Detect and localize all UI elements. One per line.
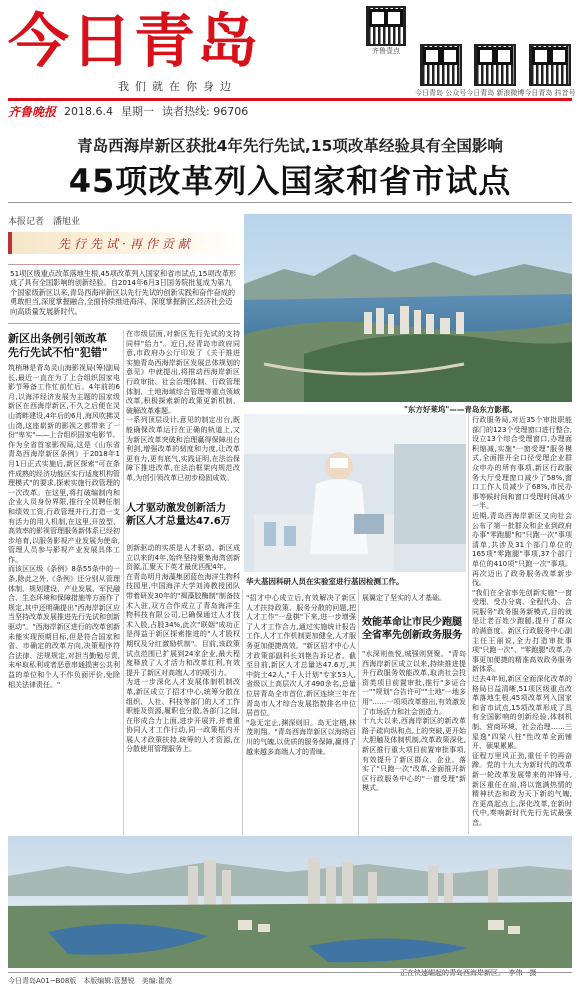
- qr-code-icon: [474, 44, 516, 86]
- section-heading-efficiency: [362, 616, 466, 642]
- photo-caption-3: 正在快速崛起的青岛西海岸新区。 李伟 摄: [400, 969, 537, 977]
- article-column-2: [126, 330, 240, 498]
- qr-code-item: [417, 44, 465, 116]
- masthead-rule: [8, 98, 572, 101]
- column-divider: [358, 590, 359, 835]
- qr-code-qilu: [362, 6, 410, 46]
- qr-code-label: 今日青岛 公众号: [415, 89, 467, 97]
- headline-rule: [8, 202, 572, 203]
- photo-caption-1: "东方好莱坞"——青岛东方影都。: [404, 405, 517, 414]
- paragraph: 征程万里风正劲,重任千钧再奋蹄。党的十九大为新时代的改革新一轮改革发展带来的冲锋号,新区重任在肩,将以饱满热情的精神状态和政为天下新的气魄,在更高起点上,深化改革,在新时代中,奏响新时代先行先试最强音。: [472, 751, 572, 827]
- section-heading-text: 效能革命让市民少跑腿 全省率先创新政务服务: [362, 617, 462, 641]
- qr-code-item: [526, 44, 574, 116]
- brand-name: 齐鲁晚报: [8, 104, 57, 119]
- issue-weekday: 星期一: [121, 105, 154, 118]
- page-footer: [8, 972, 572, 988]
- article-column-1: [8, 364, 120, 834]
- lead-paragraph: 51项区级重点改革落地生根,45项改革列入国家和省市试点,15项改革形成了具有全国影响的创新经验。自2014年6月3日国务院批复成为第九个国家级新区以来,青岛西海岸新区以先行先试的创新实践和奋作奋成的勇敢担当,深度掌握融合,全面持续推进海洋、深度掌握新区,经济社会迈向高质量发展新时代。: [8, 264, 240, 324]
- paragraph: 近期,青岛西海岸新区又向社会公布了第一批群众和企业到政府办事"零跑腿"和"只跑一次"事项清单,共涉及31个部门单位的165项"零跑腿"事项,37个部门单位的410项"只跑一次"事项。再次迈出了政务服务改革新步伐。: [472, 511, 572, 588]
- column-divider: [123, 330, 124, 835]
- paragraph: 一系列顶层设计,意见的制定出台,既能确保改革运行在正确的轨道上,又为新区改革突破和治理赢得保障出台利剑,增强改革的韧度和力度,让改革更有力,更有底气,实践证明,在法治保障下推进改革,在法治框架内规范改革,为创引领改革已初步稳固成效。: [126, 416, 240, 482]
- paragraph: 而该区区级《条例》8条55条中的一条,除此之外,《条例》还分别从管理体制、规划建设、产业发展、军民融合、生态环境和保障措施等方面作了规定,其中还明确提出"西海岸新区应当坚持改革发展推进先行先试和创新驱动"。"西海岸新区进行的改革创新未能实现预期目标,但是符合国家和省、市确定的改革方向,决策程序符合法律、法规规定,对担当勤勉尽责,未牟取私利或者恶意串通损害公共利益的单位和个人不作负面评价,免除相关法律责任。": [8, 565, 120, 689]
- paragraph: "急无定止,渊深则旧。岛无定栖,林茂则翔。"青岛西海岸新区以海纳百川的气魄,以优质的服务保障,赢得了越来越多高端人才的青睐。: [246, 718, 356, 756]
- qr-code-label: 今日青岛 新浪微博: [466, 89, 525, 97]
- photo-caption-2: 华大基因科研人员在实验室进行基因检测工作。: [246, 577, 404, 586]
- paragraph: 作为全省首家影视局,这是《山东省青岛西海岸新区条例》于2018年1月1日正式实施后,新区探索"可在条件成熟的经济功能区实行适度机构管理模式"的要求,探索实施行政管理的一次改革。在这里,将打破编制内和企业人员身份界限,推行全员聘任制和绩效工资,行政管理并行,打造一支有活力的用人机制,在这里,开放型、高效率的影视管理服务新体系已经初步培育,以服务影视产业发展为使命,管理人员参与影视产业发展具体工作。: [8, 440, 120, 564]
- article-column-2b: [126, 544, 240, 834]
- main-headline: 45项改革列入国家和省市试点: [68, 162, 512, 200]
- paragraph: 十九大以来,西海岸新区的新改革路子疏向纵和点,上的突破,更开始大胆触及体制机制,改革政策深化,新区推行重大项目前置审批事项,有效提升了新区群众、企业。落实了"只跑一次"改革,全面推开新区行政服务中心的"一窗受理"新模式。: [362, 717, 466, 793]
- qr-code-label: 今日青岛 抖音号: [524, 89, 576, 97]
- section-heading-text: 新区出条例引领改革 先行先试不怕"犯错": [8, 332, 108, 359]
- issue-date: 2018.6.4: [64, 104, 113, 118]
- column-divider: [242, 590, 243, 835]
- section-heading-talent: [126, 502, 240, 528]
- slogan: 我们就在你身边: [118, 80, 237, 93]
- article-column-4-top: [362, 594, 462, 606]
- section-banner: [8, 232, 240, 254]
- paragraph: 在市级层面,对新区先行先试的支持同样"给力"。近日,经青岛市政府同意,市政府办公厅印发了《关于推进实施青岛西海岸新区发展总体规划的意见》中就提出,将推动西海岸新区行政审批、社会治理体制、行政管理体制、土地海域综合管理等重点领域改革,积极探索新的政策更新机制、破解改革难题。: [126, 330, 240, 415]
- issue-info-bar: [8, 102, 248, 120]
- column-divider: [468, 414, 469, 834]
- article-column-4: [362, 650, 466, 834]
- paragraph: 为进一步深化人才发展体制机制改革,新区成立了招才中心,统筹分散在组织、人社、科技等部门的人才工作职能及资源,履职也分散,各部门之间,在形成合力上面,进步开展并,并着重协同人才工作行动,同一政策框内开展人才政策扶持,统筹的人才资源,在分散使用管理服务上。: [126, 678, 240, 754]
- paragraph: 在青岛明月海藻集团蓝色海洋生物科技园里,中国海洋大学刘涛教授团队带着研发30年的"褐藻胶酶制"制备技术入驻,双方合作成立了青岛海洋生物科技有限公司,已确保通过人才技术入股,占股34%,此次"联姻"成功正是得益于新区探索推进的"人才股权期权及分红激励机制"。目前,该政策试点范围已扩展到24家企业,最大程度释放了人才活力和改革红利,有效提升了新区对高端人才的吸引力。: [126, 572, 240, 677]
- photo-lab: [244, 414, 466, 572]
- qr-code-icon: [529, 44, 571, 86]
- article-column-5: [472, 416, 572, 834]
- newspaper-logo: [8, 6, 338, 76]
- masthead: [0, 0, 580, 128]
- section-heading-regulation: [8, 332, 120, 360]
- paragraph: "我们在全省率先创新实施"一窗受理、受办分离、全程代办、合同服务"政务服务新模式,目的就是让老百姓少跑腿,提升了群众的满意度。新区行政服务中心副主任王丽说,全力打造审批事项"只跑一次"、"零跑腿"改革,办事更加便捷的精准高效政务服务新体系。: [472, 588, 572, 674]
- article-column-3: [246, 594, 356, 834]
- photo-oriental-movie-metropolis: [244, 214, 572, 402]
- banner-text: 先行先试·再作贡献: [58, 237, 194, 251]
- paragraph: "水深则鱼悦,城强则贤聚。"青岛西海岸新区成立以来,持续推进提升行政服务效能改革,取消社会投资类项目前置审批,推行"多证合一""规划"合告许可""土地"一地多用"……一项项改革推出,有效激发了市场活力和社会创造力。: [362, 650, 466, 716]
- lab-researcher-image: [244, 414, 466, 572]
- footer-credits: 今日青岛A01~B08版 本版编辑:管慧锐 美编:崔亮: [8, 977, 172, 985]
- paragraph: "招才中心成立后,有效解决了新区人才扶持政策、服务分散的问题,把人才工作"一盘棋"下来,进一步增强了人才工作合力,通过实施统计报告工作,人才工作机制更加健全,人才服务更加便捷高效。"新区招才中心人才政策部副科长刘艳告诉记者。截至目前,新区人才总量达47.6万,其中院士42人,"千人计划"专家53人,省级以上高层次人才490余名,总量位居青岛全市首位,新区连续三年在青岛市人才综合发展指数排名中位居首位。: [246, 594, 356, 718]
- qr-code-item: [362, 44, 410, 116]
- section-heading-text: 人才驱动激发创新活力 新区人才总量达47.6万: [126, 503, 231, 527]
- reader-hotline: 读者热线: 96706: [162, 105, 249, 118]
- qr-code-icon: [366, 6, 406, 46]
- qr-code-row: [362, 44, 574, 116]
- paragraph: 创新驱动的实质是人才驱动。新区成立以来的4年,始终坚持聚集海湾创新资源,汇聚天下英才最优匹配4年。: [126, 544, 240, 572]
- qr-code-icon: [420, 44, 462, 86]
- city-panorama-image: [8, 836, 572, 968]
- qr-code-item: [466, 44, 525, 116]
- paragraph: 过去4年间,新区全面深化改革的格局日益清晰,51项区级重点改革落地生根,45项改革列入国家和省市试点,15项改革形成了具有全国影响的创新经验,体制机制、营商环境、社会治理……三星逸"四梁八柱"性改革全面铺开、硕果累累。: [472, 675, 572, 751]
- paragraph: 行政服务局,对近35个审批职能部门的123个受理窗口进行整合,设立13个综合受理窗口,办理面积缩减,实施"一窗受理"服务模式,全面推开全口径受理企业群众申办的所有事项,新区行政服务大厅受理窗口减少了58%,窗口工作人员减少了68%,市民办事等候时间和窗口受理时间减少一半。: [472, 416, 572, 511]
- sub-headline: 青岛西海岸新区获批4年先行先试,15项改革经验具有全国影响: [77, 137, 503, 155]
- paragraph: 展翼定了坚实的人才基础。: [362, 594, 446, 602]
- aerial-bay-image: [244, 214, 572, 402]
- byline: 本报记者 潘旭业: [8, 217, 81, 227]
- qr-code-label: 齐鲁壹点: [372, 47, 400, 55]
- paragraph: 筑梢琳是青岛灵山海影视局(筹)副局长,最近一直在为了上合组织国家电影节筹备工作忙前忙后。4年前的6月,以海洋经济发展为主题的国家级新区在西海岸新区,不久之后便在灵山湾畔建设,4年后的6月,海风吹拂灵山湾,这座崭新的影视之都带来了一份"卑实"——上合组织国家电影节。: [8, 364, 120, 440]
- photo-west-coast-panorama: [8, 836, 572, 968]
- logo-title: 今日青岛: [8, 7, 261, 75]
